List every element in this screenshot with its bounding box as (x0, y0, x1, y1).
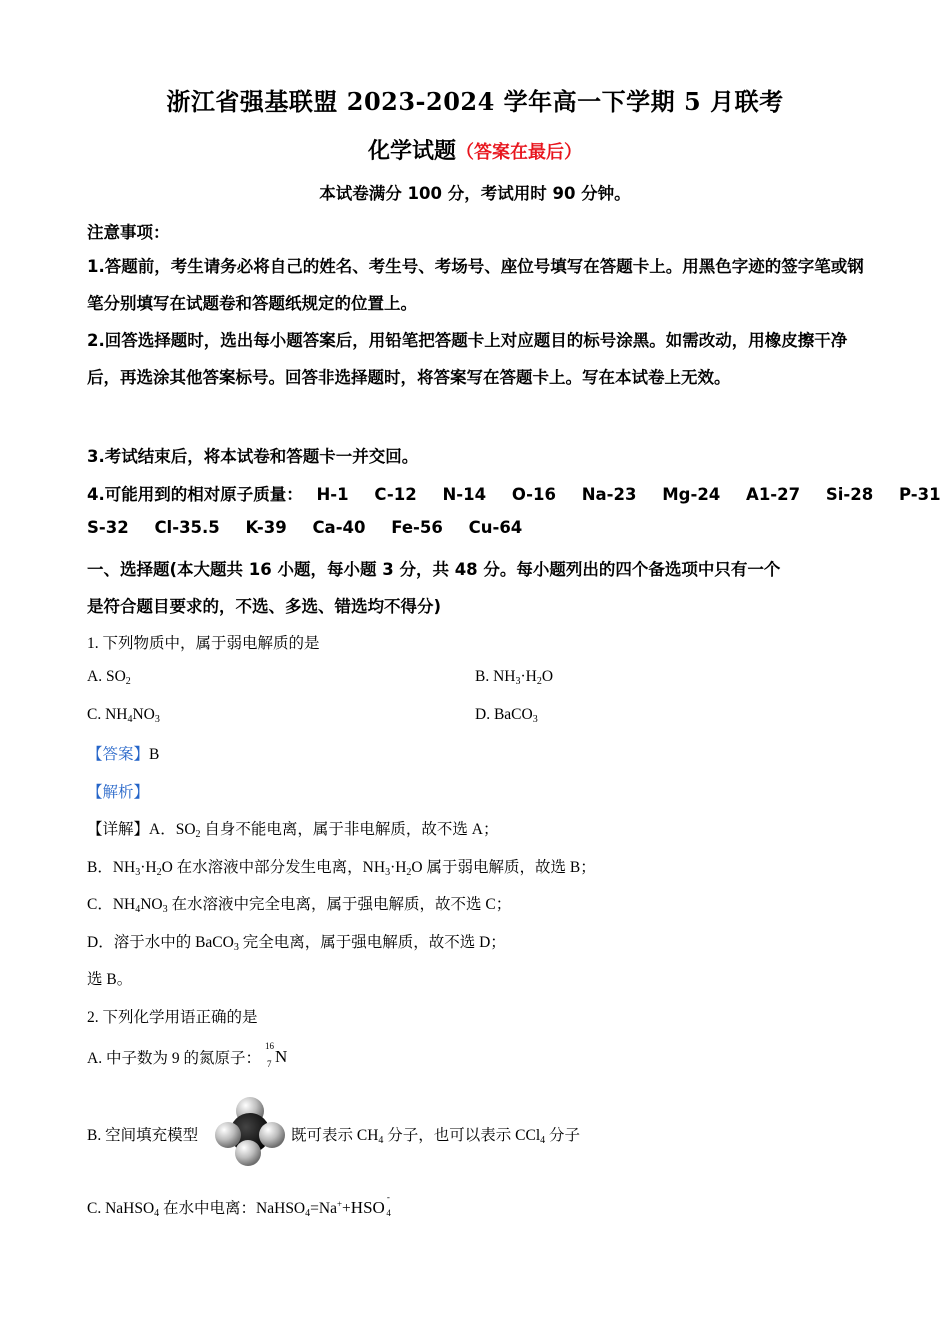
mass-item: O-16 (511, 485, 556, 504)
subject-title: 化学试题 (367, 138, 456, 164)
mass-item: C-12 (374, 485, 417, 504)
mass-item: Si-28 (825, 485, 874, 504)
q2-stem: 2. 下列化学用语正确的是 (87, 1009, 258, 1026)
q1-option-a: A. $SO_2$ (87, 668, 131, 687)
note-item-4-label: 4.可能用到的相对原子质量： (87, 485, 303, 504)
mass-item: Fe-56 (391, 518, 443, 537)
mass-item: P-31 (898, 485, 941, 504)
q2-option-b-part-2: 分子，也可以表示 CCl (387, 1127, 541, 1144)
mass-item: Cu-64 (468, 518, 523, 537)
note-item-2: 2.回答选择题时，选出每小题答案后，用铅笔把答题卡上对应题目的标号涂黑。如需改动，用橡皮擦干净后，再选涂其他答案标号。回答非选择题时，将答案写在答题卡上。写在本试卷上无效。 (87, 331, 848, 387)
note-item-3: 3.考试结束后，将本试卷和答题卡一并交回。 (87, 447, 419, 466)
q2-option-c-part-3: =Na (310, 1200, 337, 1217)
element-symbol: N (274, 1047, 288, 1066)
space-filling-model-image (212, 1095, 288, 1167)
note-item-1: 1.答题前，考生请务必将自己的姓名、考生号、考场号、座位号填写在答题卡上。用黑色字迹的签字笔或钢笔分别填写在试题卷和答题纸规定的位置上。 (87, 257, 864, 313)
q2-option-c-part-2: 在水中电离：NaHSO (163, 1200, 306, 1217)
q2-option-c: C. NaHSO$_4$ 在水中电离：NaHSO$_4$=Na++HSO - 4 (87, 1192, 391, 1219)
q1-detail-a: 【详解】A．$SO_2$ 自身不能电离，属于非电解质，故不选 A； (87, 821, 499, 840)
answer-value: B (149, 746, 160, 763)
exam-title: 浙江省强基联盟 2023-2024 学年高一下学期 5 月联考 (166, 87, 784, 116)
q2-option-a (87, 1041, 289, 1069)
q1-analysis-tag: 【解析】 (87, 784, 150, 801)
score-line: 本试卷满分 100 分，考试用时 90 分钟。 (319, 184, 631, 203)
mass-item: H-1 (316, 485, 349, 504)
nuclide-symbol (264, 1041, 289, 1069)
q2-option-b-part-1: 既可表示 CH (291, 1127, 379, 1144)
mass-item: S-32 (87, 518, 129, 537)
mass-item: Ca-40 (312, 518, 366, 537)
q1-option-b: B. $NH_3\cdot H_2O$ (475, 668, 554, 687)
q2-option-c-part-1: C. NaHSO (87, 1200, 155, 1217)
q1-stem: 1. 下列物质中，属于弱电解质的是 (87, 635, 320, 652)
plus-sign: + (342, 1200, 351, 1217)
atomic-masses-row-2 (87, 518, 542, 537)
section-heading-line-1: 一、选择题(本大题共 16 小题，每小题 3 分，共 48 分。每小题列出的四个备选项中只有一个 (87, 560, 781, 579)
q1-detail-d: D．溶于水中的 BaCO$_3$ 完全电离，属于强电解质，故不选 D； (87, 934, 506, 953)
notes-heading: 注意事项： (87, 223, 170, 242)
answer-note: （答案在最后） (456, 142, 582, 163)
q2-option-b-text: 既可表示 $CH_4$ 分子，也可以表示 CCl$_4$ 分子 (291, 1127, 581, 1146)
answer-tag: 【答案】 (87, 746, 150, 763)
section-heading-line-2: 是符合题目要求的，不选、多选、错选均不得分) (87, 597, 442, 616)
mass-item: Cl-35.5 (154, 518, 220, 537)
q2-option-a-text: A. 中子数为 9 的氮原子： (87, 1050, 261, 1067)
q1-option-d: D. BaCO$_3$ (475, 706, 538, 725)
q1-conclusion: 选 B。 (87, 971, 133, 988)
mass-item: A1-27 (746, 485, 801, 504)
mass-item: Na-23 (581, 485, 637, 504)
mass-item: Mg-24 (662, 485, 721, 504)
mass-item: N-14 (442, 485, 487, 504)
exam-subtitle (0, 134, 950, 165)
atomic-masses-row-1 (87, 481, 950, 505)
q1-detail-c: C．$NH_4NO_3$ 在水溶液中完全电离，属于强电解质，故不选 C； (87, 896, 512, 915)
mass-item: K-39 (245, 518, 287, 537)
q1-detail-b: B．$NH_3\cdot H_2O$ 在水溶液中部分发生电离，$NH_3\cdot H_2O$ 属于弱电解质，故选 B； (87, 859, 596, 878)
mass-number: 16 (264, 1041, 274, 1051)
hydrogen-sulfate-ion: HSO - 4 (350, 1192, 391, 1218)
q1-option-c: C. $NH_4NO_3$ (87, 706, 160, 725)
q2-option-b-part-3: 分子 (549, 1127, 581, 1144)
q2-option-b-label: B. 空间填充模型 (87, 1127, 199, 1144)
detail-tag: 【详解】 (87, 821, 150, 838)
q1-answer (87, 742, 159, 764)
atomic-number: 7 (266, 1059, 272, 1069)
